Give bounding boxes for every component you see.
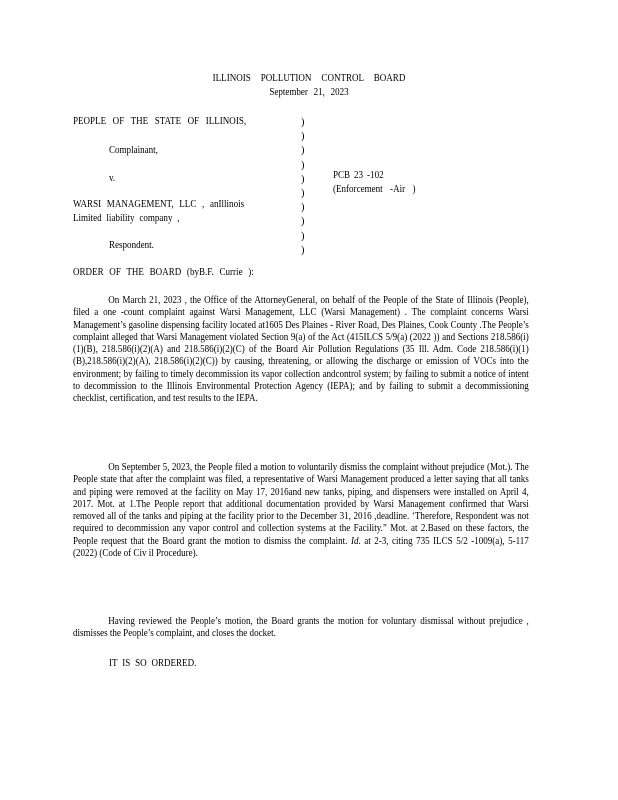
order-date: September 21, 2023 [269, 87, 349, 98]
board-name: ILLINOIS POLLUTION CONTROL BOARD [212, 73, 406, 84]
paragraph-complaint: On March 21, 2023 , the Office of the AttorneyGeneral, on behalf of the People of the State of Illinois (People), filed a one -count complaint against Warsi Management, LLC (Warsi Management) . The complaint concerns Warsi Management’s gasoline dispensing facility located at1605 Des Plaines - River Road, Des Plaines, Cook County .The People’s complaint alleged that Warsi Management violated Section 9(a) of the Act (415ILCS 5/9(a) (2022 )) and Sections 218.586(i)(1)(B), 218.586(i)(2)(A) and 218.586(i)(2)(C) of the Board Air Pollution Regulations (35 Ill. Adm. Code 218.586(i)(1)(B),218.586(i)(2)(A), 218.586(i)(2)(C)) by causing, threatening, or allowing the discharge or emission of VOCs into the environment; by failing to timely decommission its vapor collection andcontrol system; by failing to submit a notice of intent to decommission to the Illinois Environmental Protection Agency (IEPA); and by failing to submit a decommissioning checklist, certification, and test results to the IEPA. [73, 295, 529, 405]
paragraph-motion-text: On September 5, 2023, the People filed a motion to voluntarily dismiss the complaint without prejudice (Mot.). The People state that after the complaint was filed, a representative of Warsi Management produced a letter saying that all tanks and piping were removed at the facility on May 17, 2016and new tanks, piping, and dispensers were installed on April 4, 2017. Mot. at 1.The People report that additional documentation provided by Warsi Management confirmed that Warsi removed all of the tanks and piping at the facility prior to the December 31, 2016 ,deadline. ‘Therefore, Respondent was not required to decommission any vapor control and collection systems at the Facility.” Mot. at 2.Based on these factors, the People request that the Board grant the motion to dismiss the complaint. [73, 462, 529, 547]
closing-statement: IT IS SO ORDERED. [109, 658, 197, 669]
paragraph-motion [73, 462, 529, 560]
paragraph-ruling: Having reviewed the People’s motion, the Board grants the motion for voluntary dismissal without prejudice , dismisses the People’s complaint, and closes the docket. [73, 616, 529, 640]
case-number: PCB 23 -102 [333, 170, 384, 181]
respondent-description: Limited liability company , [73, 213, 180, 224]
complainant-role: Complainant, [109, 145, 158, 156]
complainant-name: PEOPLE OF THE STATE OF ILLINOIS, [73, 116, 247, 127]
case-type: (Enforcement -Air ) [333, 184, 416, 195]
respondent-name: WARSI MANAGEMENT, LLC , anIllinois [73, 199, 245, 210]
paragraph-motion-citation: . at 2-3, citing 735 ILCS 5/2 -1009(a), 5-117 (2022) (Code of Civ il Procedure). [73, 535, 529, 560]
caption-parentheses: ) ) ) ) ) ) ) ) ) ) [301, 117, 305, 256]
respondent-role: Respondent. [109, 240, 154, 251]
versus: v. [109, 173, 116, 184]
order-heading: ORDER OF THE BOARD (byB.F. Currie ): [73, 267, 254, 278]
citation-id: Id [350, 535, 359, 547]
